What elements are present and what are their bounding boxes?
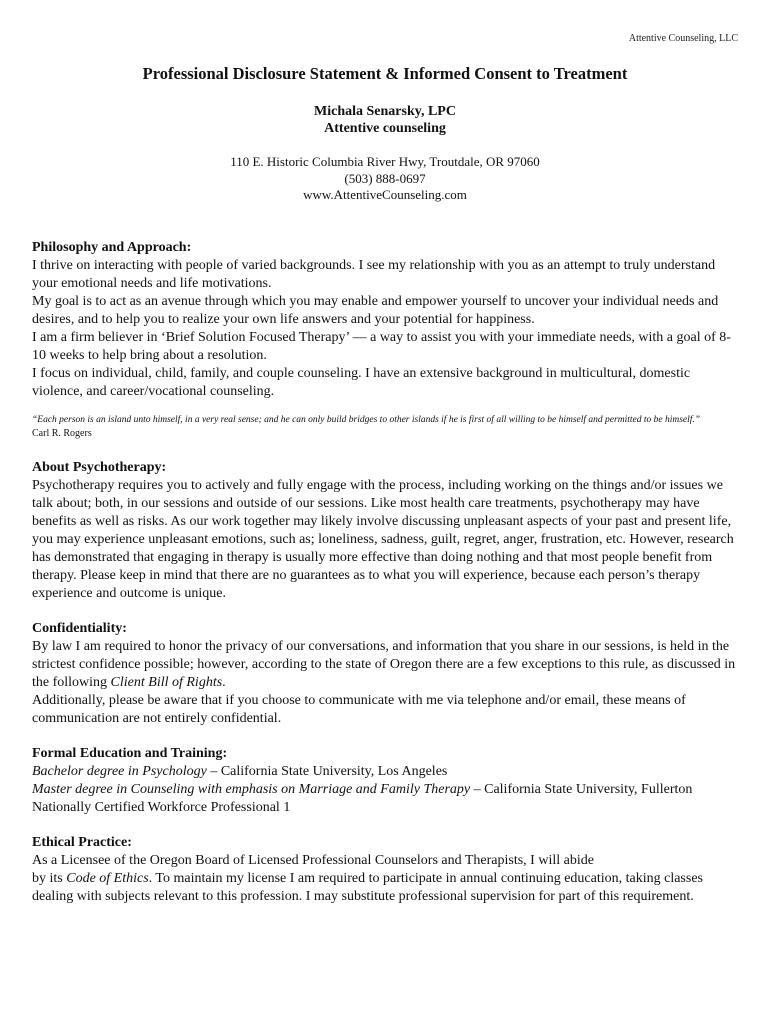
quote-author: Carl R. Rogers: [32, 428, 92, 439]
section-philosophy: [32, 239, 742, 401]
paragraph: [32, 870, 742, 906]
contact-block: [0, 154, 770, 204]
author-block: [0, 103, 770, 137]
quote-block: [32, 413, 742, 441]
running-header: Attentive Counseling, LLC: [628, 33, 738, 44]
section-confidentiality: [32, 620, 742, 728]
section-heading: Ethical Practice:: [32, 835, 132, 850]
paragraph: I thrive on interacting with people of varied backgrounds. I see my relationship with you as an attempt to truly understand your emotional needs and life motivations.: [32, 258, 716, 291]
section-heading: Philosophy and Approach:: [32, 240, 192, 255]
paragraph: As a Licensee of the Oregon Board of Licensed Professional Counselors and Therapists, I will abide: [32, 853, 594, 868]
code-of-ethics-reference: Code of Ethics: [66, 871, 149, 886]
text-run: By law I am required to honor the privacy of our conversations, and information that you share in our sessions, is held in the strictest confidence possible; however, according to the state of Oregon there are a few exceptions to this rule, as discussed in the following: [32, 639, 736, 690]
document-body: [32, 239, 742, 923]
institution: – California State University, Fullerton: [470, 782, 693, 797]
paragraph: I am a firm believer in ‘Brief Solution Focused Therapy’ — a way to assist you with your immediate needs, with a goal of 8-10 weeks to help bring about a resolution.: [32, 330, 731, 363]
education-item: [32, 781, 742, 799]
paragraph: Psychotherapy requires you to actively and fully engage with the process, including working on the things and/or issues we talk about; both, in our sessions and outside of our sessions. Like most health care treatments, psychotherapy may have benefits as well as risks. As our work together may likely involve discussing unpleasant aspects of your past and present life, you may experience unpleasant emotions, such as; loneliness, sadness, guilt, regret, anger, frustration, etc. However, research has demonstrated that engaging in therapy is usually more effective than doing nothing and that most people benefit from therapy. Please keep in mind that there are no guarantees as to what you will experience, because each person’s therapy experience and outcome is unique.: [32, 478, 734, 601]
institution: – California State University, Los Angeles: [206, 764, 448, 779]
client-bill-of-rights-reference: Client Bill of Rights: [110, 675, 223, 690]
section-psychotherapy: [32, 459, 742, 603]
contact-phone: (503) 888-0697: [344, 170, 426, 186]
contact-website: www.AttentiveCounseling.com: [303, 187, 467, 202]
section-ethics: [32, 834, 742, 906]
degree-name: Master degree in Counseling with emphasis on Marriage and Family Therapy: [32, 782, 471, 797]
section-heading: Confidentiality:: [32, 621, 127, 636]
section-heading: About Psychotherapy:: [32, 460, 167, 475]
author-organization: Attentive counseling: [324, 121, 446, 136]
education-item: Nationally Certified Workforce Professional 1: [32, 800, 291, 815]
paragraph: I focus on individual, child, family, and couple counseling. I have an extensive background in multicultural, domestic violence, and career/vocational counseling.: [32, 366, 691, 399]
quote-text: “Each person is an island unto himself, in a very real sense; and he can only build bridges to other islands if he is first of all willing to be himself and permitted to be himself.”: [32, 415, 701, 425]
document-title: Professional Disclosure Statement & Informed Consent to Treatment: [142, 64, 628, 83]
section-education: [32, 745, 742, 817]
text-run: by its: [32, 871, 67, 886]
paragraph: [32, 638, 742, 692]
text-run: . To maintain my license I am required to participate in annual continuing education, taking classes dealing with subjects relevant to this profession. I may substitute professional supervision for part of this requirement.: [32, 871, 703, 904]
section-heading: Formal Education and Training:: [32, 746, 228, 761]
contact-address: 110 E. Historic Columbia River Hwy, Troutdale, OR 97060: [230, 154, 540, 169]
author-name: Michala Senarsky, LPC: [314, 104, 456, 119]
paragraph: My goal is to act as an avenue through which you may enable and empower yourself to uncover your individual needs and desires, and to help you to realize your own life answers and your potential for happiness.: [32, 294, 719, 327]
text-run: .: [222, 675, 226, 690]
education-item: [32, 763, 742, 781]
paragraph: Additionally, please be aware that if you choose to communicate with me via telephone and/or email, these means of communication are not entirely confidential.: [32, 693, 686, 726]
degree-name: Bachelor degree in Psychology: [32, 764, 207, 779]
